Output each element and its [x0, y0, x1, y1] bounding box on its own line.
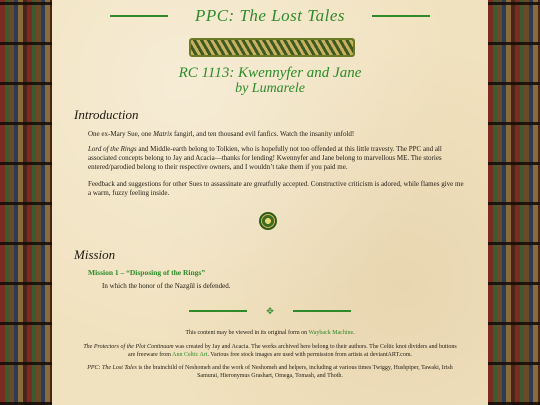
story-title: RC 1113: Kwennyfer and Jane [178, 65, 362, 81]
celtic-knot-divider [189, 38, 355, 57]
bookshelf-right-decoration [488, 0, 540, 405]
intro-p1-italic: Matrix [153, 130, 173, 138]
introduction-heading: Introduction [74, 107, 139, 122]
divider-line-right [293, 310, 351, 312]
celtic-medallion-icon [259, 212, 277, 230]
footer-lost-tales-italic: PPC: The Lost Tales [87, 365, 137, 371]
bookshelf-left-decoration [0, 0, 52, 405]
intro-p2-italic: Lord of the Rings [88, 145, 137, 153]
intro-paragraph-3: Feedback and suggestions for other Sues to assassinate are greatfully accepted. Constructive criticism is adored, while flames give me a warm, fuzzy feeling inside. [88, 180, 464, 197]
footer-line-credits [82, 343, 458, 359]
intro-p2-text: and Middle-earth belong to Tolkien, who is hopefully not too offended at this little travesty. The PPC and all associated concepts belong to Jay and Acacia—thanks for lending! Kwennyfer and Jane belong to marvellous ME. The stories entered/parodied belong to their respective owners, and I wouldn’t take them if you paid me. [88, 145, 442, 171]
footer-line3-text: is the brainchild of Neshomeh and the work of Neshomeh and helpers, including at various times Twiggy, Hushpiper, Tawaki, Irish Samurai, Hieronymus Grashart, Omega, Tomash, and Thoth. [136, 365, 453, 379]
footer-line-archive [82, 329, 458, 337]
page-content [52, 0, 488, 405]
divider-line-left [189, 310, 247, 312]
footer-line1-end: . [353, 330, 355, 336]
intro-paragraph-2 [88, 145, 464, 172]
mission-heading: Mission [74, 247, 116, 262]
ann-celtic-art-link[interactable]: Ann Celtic Art [172, 352, 208, 358]
footer-ppc-italic: The Protectors of the Plot Continuum [83, 344, 174, 350]
footer-line-brainchild [82, 364, 458, 380]
intro-p1-text-a: One ex-Mary Sue, one [88, 130, 154, 138]
footer-line2-end: . Various free stock images are used with permission from artists at deviantART.com. [207, 352, 413, 358]
footer-line2-text: was created by Jay and Acacia. The works archived here belong to their authors. The Celtic knot dividers and buttons are freeware from [127, 344, 457, 358]
footer-divider [189, 306, 351, 316]
story-author: by Lumarele [235, 81, 305, 96]
knot-ornament-icon: ✥ [266, 306, 274, 316]
intro-paragraph-1 [88, 130, 464, 139]
footer-line1-text: This content may be viewed in its original form on [185, 330, 309, 336]
mission-1-link[interactable]: Mission 1 – “Disposing of the Rings” [88, 268, 206, 277]
title-rule-right [372, 15, 430, 17]
mission-1-description: In which the honor of the Nazgûl is defended. [102, 282, 231, 290]
site-title[interactable]: PPC: The Lost Tales [194, 6, 346, 25]
wayback-machine-link[interactable]: Wayback Machine [308, 330, 354, 336]
intro-p1-text-b: fangirl, and ten thousand evil fanfics. Watch the insanity unfold! [172, 130, 355, 138]
